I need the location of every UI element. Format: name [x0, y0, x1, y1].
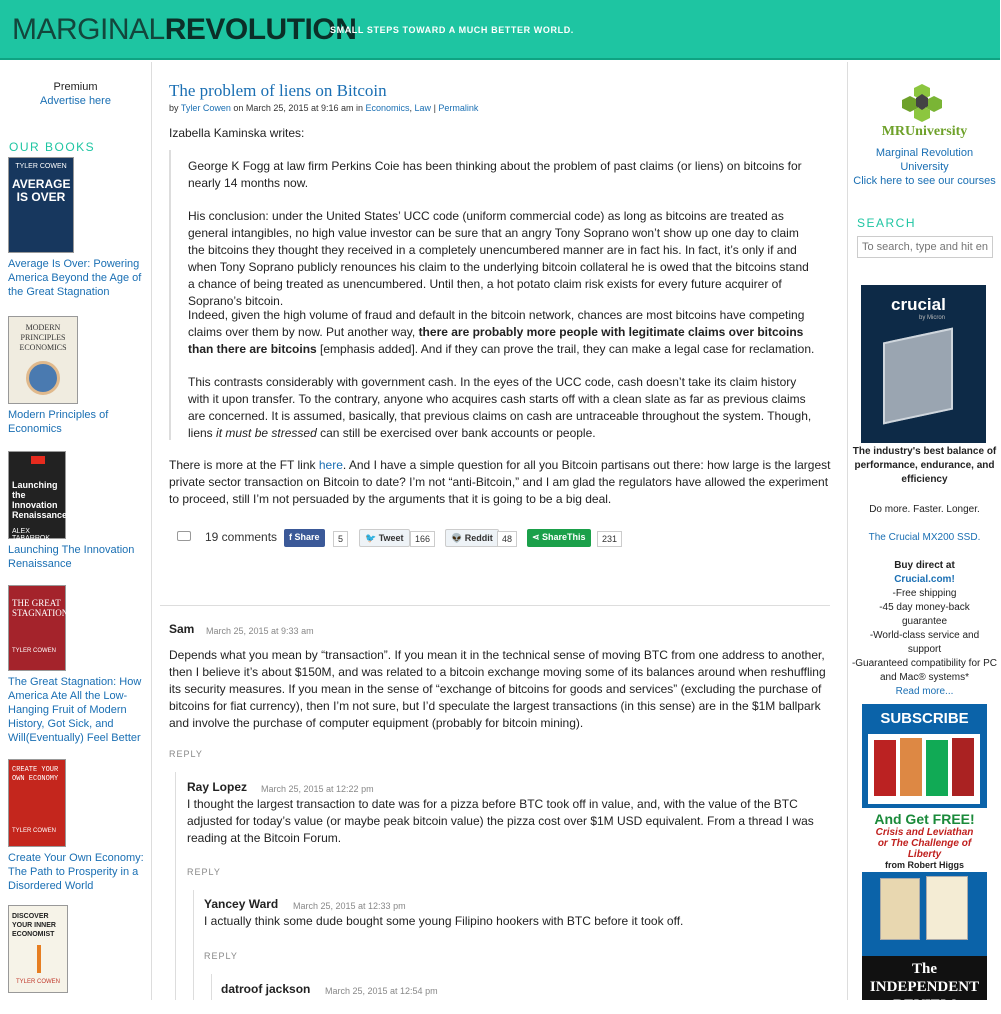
sharethis-count: 231 [597, 531, 622, 547]
site-logo[interactable] [12, 13, 356, 47]
tweet-label: Tweet [378, 533, 404, 543]
book-great-stagnation [8, 585, 148, 745]
category-law-link[interactable]: Law [414, 103, 432, 113]
crucial-point: -Free shipping [892, 588, 957, 599]
quote-text: Indeed, given the high volume of fraud and default in the bitcoin network, chances are most bitcoins have competing claims over them by now. Put another way, [188, 308, 805, 339]
left-sidebar [0, 62, 152, 1000]
ad-book2-line [862, 838, 987, 860]
right-sidebar [847, 62, 1000, 1013]
reddit-button[interactable]: 👽 Reddit [445, 529, 499, 547]
logo-light-text: MARGINAL [12, 13, 165, 46]
crucial-read-more-link[interactable]: Read more... [895, 686, 954, 697]
book-title-link[interactable]: Average Is Over: Powering America Beyond the Age of the Great Stagnation [8, 258, 142, 298]
book-cover[interactable] [8, 905, 68, 993]
comment-text: I thought the largest transaction to date was for a pizza before BTC took off in value, and, with the value of the BTC adjusted for today’s value (or maybe peak bitcoin value) the pizza cost over $1M USD equivalent. From a thread I was reading at the Bitcoin Forum. [187, 797, 814, 845]
book-average-is-over [8, 157, 148, 299]
crucial-ad-text [848, 445, 1001, 699]
quote-emphasis: there are probably more people with legitimate claims over bitcoins than there are bitcoins [188, 325, 804, 356]
facebook-share-count: 5 [333, 531, 348, 547]
mru-line: University [900, 161, 949, 173]
post-intro: Izabella Kaminska writes: [169, 126, 305, 140]
cover-title: MODERN PRINCIPLES ECONOMICS [19, 323, 67, 352]
book-cover[interactable] [8, 759, 66, 847]
magazine-cover [952, 738, 974, 796]
mru-courses-link[interactable] [848, 146, 1001, 188]
cover-author: TYLER COWEN [15, 979, 60, 985]
ad-free-offer [862, 808, 987, 872]
ad-subscribe: SUBSCRIBE [880, 710, 969, 727]
book-cover[interactable] [8, 157, 74, 253]
quote-italic: it must be stressed [216, 426, 317, 440]
globe-icon [26, 361, 60, 395]
crucial-headline: The industry's best balance of performance, endurance, and efficiency [852, 446, 997, 485]
reply-button[interactable]: REPLY [169, 749, 203, 759]
search-title: SEARCH [857, 216, 917, 230]
comment-date[interactable]: March 25, 2015 at 12:22 pm [261, 784, 374, 794]
sharethis-label: ShareThis [542, 532, 586, 542]
facebook-share-label: Share [294, 532, 320, 542]
cover-author: TYLER COWEN [12, 648, 57, 654]
reddit-count: 48 [497, 531, 517, 547]
facebook-share-button[interactable]: f Share [284, 529, 325, 547]
quote-paragraph: His conclusion: under the United States’ UCC code (uniform commercial code) as long as bitcoins are treated as general intangibles, no high value investor can be sure that an angry Tony Soprano won’t show up one day to claim the bitcoins they thought they received in a completely unencumbered manner are in fact his. In fact, it’s only if and when Tony Soprano publicly renounces his claim to the underlying bitcoin collateral he is owed that the bitcoins stand a chance of being treated as unencumbered. Until then, a hot potato claim risk exists for every future acquirer of Soprano’s bitcoin. [188, 209, 809, 308]
quote-text: This contrasts considerably with government cash. In the eyes of the UCC code, cash doesn’t take its claim history with it upon transfer. To the contrary, anyone who acquires cash starts off with a clean slate as far as previous claims are concerned. It is assumed, basically, that previous claims on cash are untraceable throughout the system. Though, liens [188, 375, 812, 440]
crucial-tagline: Do more. Faster. Longer. [869, 504, 980, 515]
cover-title: AVERAGE IS OVER [12, 177, 71, 204]
quote-paragraph [188, 374, 818, 442]
book-crisis-leviathan-image [880, 878, 920, 940]
advertise-link[interactable]: Advertise here [40, 95, 111, 107]
magazine-cover [900, 738, 922, 796]
site-tagline: SMALL STEPS TOWARD A MUCH BETTER WORLD. [330, 25, 574, 35]
mru-line: Click here to see our courses [853, 175, 996, 187]
reply-button[interactable]: REPLY [187, 867, 221, 877]
byline-date: on March 25, 2015 at 9:16 am in [233, 103, 363, 113]
crucial-brand: crucial [891, 295, 946, 314]
comment-author[interactable]: datroof jackson [221, 982, 311, 996]
cover-author: TYLER COWEN [15, 163, 67, 170]
outro-text: There is more at the FT link [169, 458, 316, 472]
cover-author: TYLER COWEN [12, 828, 57, 834]
comment-author[interactable]: Sam [169, 622, 195, 636]
ad-from: from Robert Higgs [884, 860, 964, 870]
search-input[interactable] [857, 236, 993, 258]
comment-date[interactable]: March 25, 2015 at 12:54 pm [325, 986, 438, 996]
comments-count-link[interactable]: 19 comments [205, 530, 278, 544]
independent-review-ad[interactable] [862, 704, 987, 1013]
byline-by: by [169, 103, 179, 113]
quote-text: can still be exercised over bank accounts or people. [320, 426, 596, 440]
cover-author: ALEX TABARROK [12, 528, 50, 542]
book-cover[interactable] [8, 451, 68, 542]
book-discover-inner-economist [8, 905, 148, 993]
permalink-link[interactable]: Permalink [438, 103, 479, 113]
ssd-drive-icon [883, 328, 953, 425]
comment-text: Depends what you mean by “transaction”. If you mean it in the technical sense of moving BTC from one address to another, then I believe it’s about $150M, and was related to a bitcoin exchange moving some of its balances around when reshuffling its security measures. If you mean in the sense of “exchange of bitcoins for goods and services” (excluding the purchase of bitcoins for fiat currency), then I’m not sure, but I’d speculate the largest transactions (in this sense) are in the $1M ballpark and involve the purchase of computer equipment (probably for bitcoin mining). [169, 648, 826, 730]
book-create-your-own-economy [8, 759, 148, 893]
ad-free-text: And Get FREE! [874, 811, 975, 827]
comment-author[interactable]: Ray Lopez [187, 780, 248, 794]
quote-paragraph: George K Fogg at law firm Perkins Coie has been thinking about the problem of past claims (or liens) on bitcoins for nearly 14 months now. [188, 159, 802, 190]
reddit-label: Reddit [464, 533, 493, 543]
cover-title: DISCOVER YOUR INNER ECONOMIST [12, 913, 56, 938]
book-title-link[interactable]: Modern Principles of Economics [8, 409, 109, 435]
crucial-sub: by Micron [919, 315, 946, 321]
crucial-product-link[interactable]: The Crucial MX200 SSD. [868, 532, 981, 543]
tweet-count: 166 [410, 531, 435, 547]
book-cover[interactable] [8, 316, 78, 404]
site-header [0, 0, 1000, 60]
mru-hexagon-logo-icon[interactable] [900, 82, 944, 124]
reply-button[interactable]: REPLY [204, 951, 238, 961]
logo-bold-text: REVOLUTION [164, 13, 357, 46]
book-modern-principles [8, 316, 148, 436]
crucial-point: -45 day money-back guarantee [879, 602, 970, 627]
thread-line [175, 772, 176, 1000]
magazine-cover [926, 740, 948, 796]
thread-line [193, 890, 194, 1000]
ad-book1: Crisis and Leviathan [875, 827, 974, 838]
cover-title: CREATE YOUR OWN ECONOMY [12, 766, 59, 783]
blockquote [169, 150, 831, 440]
post-byline: by Tyler Cowen on March 25, 2015 at 9:16 am in Economics, Law | Permalink [169, 103, 479, 113]
ad-book2: The Challenge of Liberty [890, 838, 972, 860]
cover-title: Launching the Innovation Renaissance [12, 480, 68, 520]
sharethis-button[interactable]: ⋖ ShareThis [527, 529, 591, 547]
outro-text: . And I have a simple question for all you Bitcoin partisans out there: how large is the largest private sector transaction on Bitcoin to date? I’m not “anti-Bitcoin,” and I am glad the regulators have allowed the experiment to proceed, still I’m not persuaded by the arguments that it is going to be a big deal. [169, 458, 831, 506]
category-economics-link[interactable]: Economics [365, 103, 410, 113]
carrot-icon [37, 945, 41, 973]
tweet-button[interactable]: 🐦 Tweet [359, 529, 410, 547]
book-title-link[interactable]: The Great Stagnation: How America Ate All the Low-Hanging Fruit of Modern History, Got Sick, and Will(Eventually) Feel Better [8, 676, 142, 744]
author-link[interactable]: Tyler Cowen [180, 103, 231, 113]
ad-footer: The INDEPENDENT REVIEW [862, 956, 987, 1000]
quote-paragraph [188, 307, 818, 358]
crucial-point: -World-class service and support [869, 630, 980, 655]
ted-badge-icon [31, 456, 45, 464]
comment-bubble-icon [177, 531, 191, 541]
thread-line [211, 974, 212, 1000]
crucial-site-link[interactable]: Crucial.com! [894, 574, 955, 585]
mru-line: Marginal Revolution [875, 147, 974, 159]
ft-link[interactable]: here [318, 458, 343, 472]
cover-title: THE GREAT STAGNATION [12, 598, 69, 618]
comments-divider [160, 605, 830, 606]
magazine-covers-image [868, 734, 980, 804]
magazine-cover [874, 740, 896, 796]
comment-author[interactable]: Yancey Ward [204, 897, 279, 911]
mru-name[interactable]: MRUniversity [881, 124, 968, 139]
quote-text: [emphasis added]. And if they can prove the trail, they can make a legal case for reclamation. [320, 342, 815, 356]
book-title-link[interactable]: Launching The Innovation Renaissance [8, 544, 135, 570]
share-row [177, 528, 677, 550]
book-innovation-renaissance [8, 451, 148, 571]
post-outro [169, 457, 831, 508]
crucial-buy: Buy direct at [894, 560, 955, 571]
main-content [153, 62, 847, 1000]
comment-date[interactable]: March 25, 2015 at 9:33 am [206, 626, 314, 636]
comment-date[interactable]: March 25, 2015 at 12:33 pm [293, 901, 406, 911]
post-title[interactable]: The problem of liens on Bitcoin [169, 81, 387, 100]
crucial-ad-banner[interactable] [861, 285, 986, 443]
crucial-point: -Guaranteed compatibility for PC and Mac® systems* [851, 658, 998, 683]
our-books-title: OUR BOOKS [9, 140, 96, 154]
book-challenge-liberty-image [926, 876, 968, 940]
premium-label: Premium [53, 81, 98, 93]
ad-or: or [877, 838, 888, 849]
book-title-link[interactable]: Create Your Own Economy: The Path to Prosperity in a Disordered World [8, 852, 144, 892]
comment-text: I actually think some dude bought some young Filipino hookers with BTC before it took off. [204, 914, 684, 928]
book-cover[interactable] [8, 585, 69, 671]
